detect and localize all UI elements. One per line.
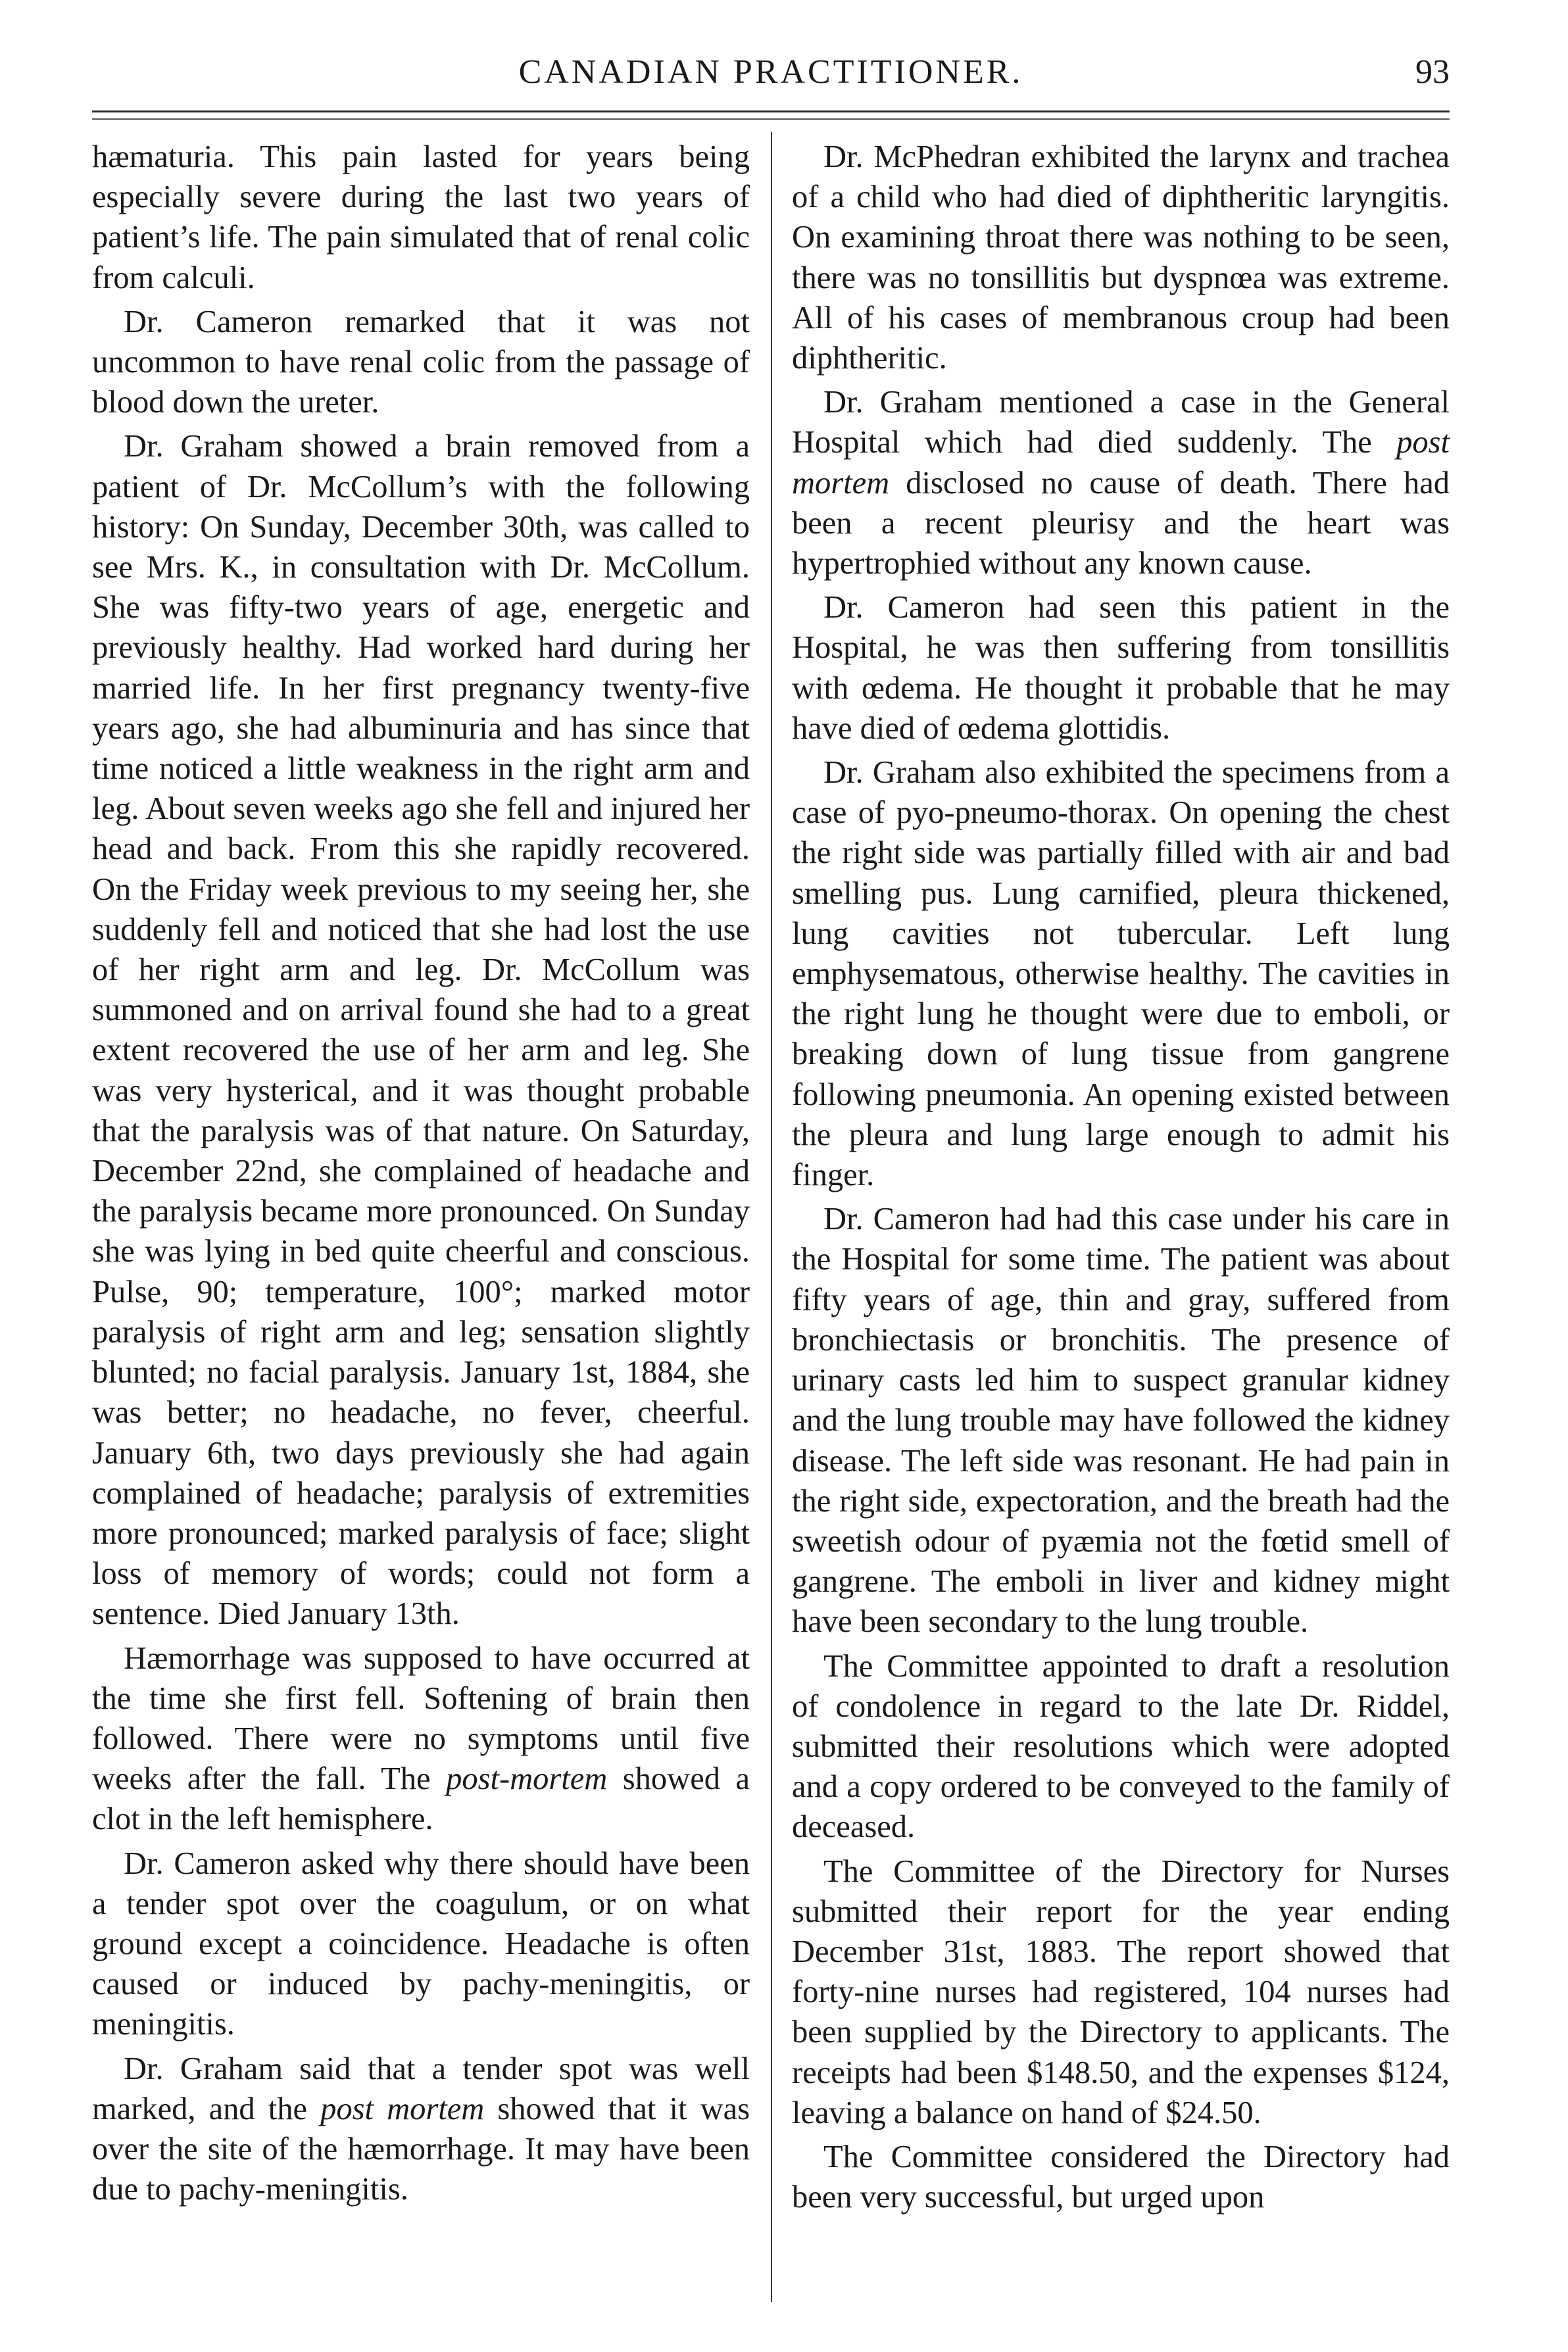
paragraph — [92, 302, 750, 423]
paragraph — [92, 1844, 750, 2045]
paragraph-text: Dr. Cameron had had this case under his care in the Hospital for some time. The patient was about fifty years of age, thin and gray, suffered from bronchiectasis or bronchitis. The presence of urinary casts led him to suspect granular kidney and the lung trouble may have followed the kidney disease. The left side was resonant. He had pain in the right side, expectoration, and the breath had the sweetish odour of pyæmia not the fœtid smell of gangrene. The emboli in liver and kidney might have been secondary to the lung trouble. — [792, 1202, 1450, 1640]
paragraph — [92, 2049, 750, 2210]
paragraph-text: showed that it was over the site of the hæmorrhage. It may have been due to pachy-meningitis. — [92, 2091, 750, 2207]
right-column — [792, 137, 1450, 2217]
paragraph — [792, 2137, 1450, 2217]
paragraph — [792, 1199, 1450, 1642]
italic-term: post-mortem — [446, 1761, 608, 1797]
paragraph-text: The Committee of the Directory for Nurses submitted their report for the year ending December 31st, 1883. The report showed that forty-nine nurses had registered, 104 nurses had been supplied by the Directory to applicants. The receipts had been $148.50, and the expenses $124, leaving a balance on hand of $24.50. — [792, 1853, 1450, 2130]
header-rule-secondary — [92, 118, 1450, 120]
paragraph-text: Dr. Graham also exhibited the specimens from a case of pyo-pneumo-thorax. On opening the chest the right side was partially filled with air and bad smelling pus. Lung carnified, pleura thickened, lung cavities not tubercular. Left lung emphysematous, otherwise healthy. The cavities in the right lung he thought were due to emboli, or breaking down of lung tissue from gangrene following pneumonia. An opening existed between the pleura and lung large enough to admit his finger. — [792, 755, 1450, 1193]
paragraph — [792, 587, 1450, 748]
paragraph — [792, 1646, 1450, 1848]
column-divider — [771, 132, 772, 2302]
paragraph-text: Hæmorrhage was supposed to have occurred at the time she first fell. Softening of brain then followed. There were no symptoms until five weeks after the fall. The — [92, 1640, 750, 1797]
paragraph-text: disclosed no cause of death. There had been a recent pleurisy and the heart was hypertrophied without any known cause. — [792, 465, 1450, 581]
header-rule — [92, 110, 1450, 112]
page-number: 93 — [1415, 53, 1450, 91]
italic-term: post mortem — [792, 425, 1450, 501]
paragraph — [92, 426, 750, 1634]
paragraph-text: Dr. Cameron remarked that it was not uncommon to have renal colic from the passage of blood down the ureter. — [92, 304, 750, 420]
paragraph-text: The Committee considered the Directory had been very successful, but urged upon — [792, 2139, 1450, 2215]
page-header — [92, 51, 1450, 110]
paragraph — [92, 1638, 750, 1840]
running-title: CANADIAN PRACTITIONER. — [518, 53, 1023, 91]
paragraph-text: Dr. McPhedran exhibited the larynx and trachea of a child who had died of diphtheritic laryngitis. On examining throat there was nothing to be seen, there was no tonsillitis but dyspnœa was extreme. All of his cases of membranous croup had been diphtheritic. — [792, 139, 1450, 376]
left-column — [92, 137, 750, 2209]
paragraph — [792, 1851, 1450, 2133]
paragraph — [792, 752, 1450, 1195]
paragraph-text: Dr. Cameron asked why there should have been a tender spot over the coagulum, or on what ground except a coincidence. Headache is often caused or induced by pachy-meningitis, or meningitis. — [92, 1846, 750, 2042]
paragraph-text: Dr. Graham showed a brain removed from a patient of Dr. McCollum’s with the following history: On Sunday, December 30th, was called to see Mrs. K., in consultation with Dr. McCollum. She was fifty-two years of age, energetic and previously healthy. Had worked hard during her married life. In her first pregnancy twenty-five years ago, she had albuminuria and has since that time noticed a little weakness in the right arm and leg. About seven weeks ago she fell and injured her head and back. From this she rapidly recovered. On the Friday week previous to my seeing her, she suddenly fell and noticed that she had lost the use of her right arm and leg. Dr. McCollum was summoned and on arrival found she had to a great extent recovered the use of her arm and leg. She was very hysterical, and it was thought probable that the paralysis was of that nature. On Saturday, December 22nd, she complained of headache and the paralysis became more pronounced. On Sunday she was lying in bed quite cheerful and conscious. Pulse, 90; temperature, 100°; marked motor paralysis of right arm and leg; sensation slightly blunted; no facial paralysis. January 1st, 1884, she was better; no headache, no fever, cheerful. January 6th, two days previously she had again complained of headache; paralysis of extremities more pronounced; marked paralysis of face; slight loss of memory of words; could not form a sentence. Died January 13th. — [92, 429, 750, 1632]
paragraph-text: showed a clot in the left hemisphere. — [92, 1761, 750, 1837]
paragraph-text: The Committee appointed to draft a resolution of condolence in regard to the late Dr. Riddel, submitted their resolutions which were adopted and a copy ordered to be conveyed to the family of deceased. — [792, 1648, 1450, 1845]
paragraph-text: hæmaturia. This pain lasted for years being especially severe during the last two years of patient’s life. The pain simulated that of renal colic from calculi. — [92, 139, 750, 295]
paragraph — [792, 137, 1450, 378]
paragraph — [792, 382, 1450, 583]
paragraph — [92, 137, 750, 298]
italic-term: post mortem — [320, 2091, 485, 2126]
paragraph-text: Dr. Cameron had seen this patient in the Hospital, he was then suffering from tonsillitis with œdema. He thought it probable that he may have died of œdema glottidis. — [792, 590, 1450, 746]
paragraph-text: Dr. Graham said that a tender spot was well marked, and the — [92, 2051, 750, 2126]
paragraph-text: Dr. Graham mentioned a case in the General Hospital which had died suddenly. The — [792, 385, 1450, 460]
